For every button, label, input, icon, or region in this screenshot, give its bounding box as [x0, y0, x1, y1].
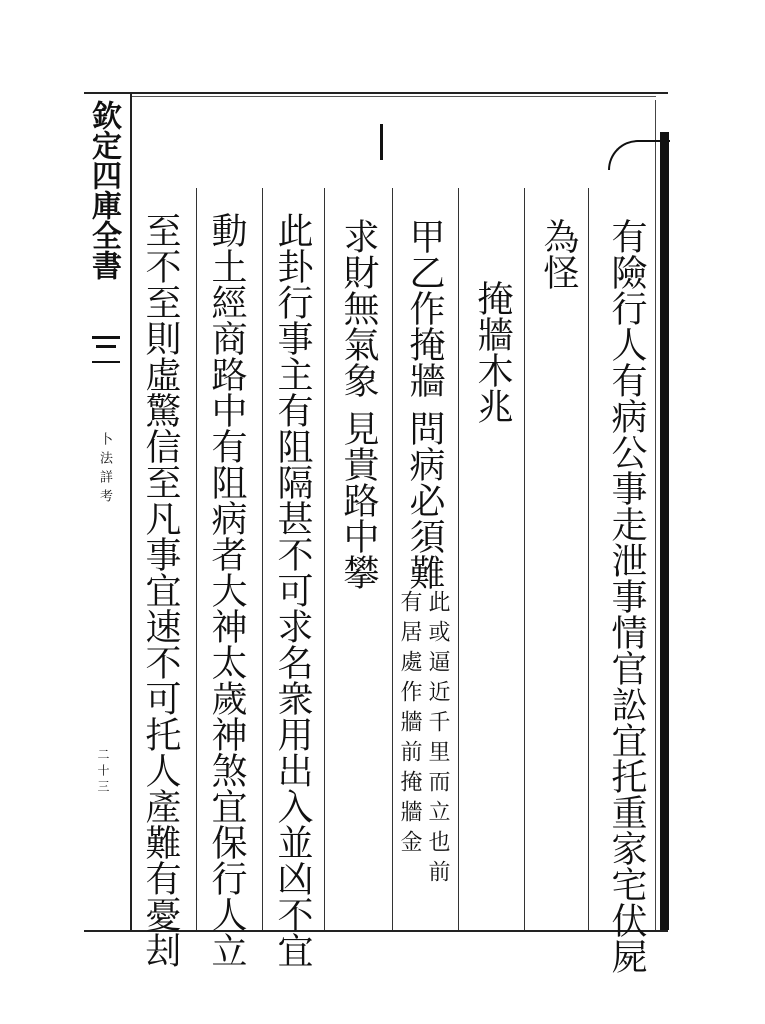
column-divider — [196, 188, 197, 930]
fish-tail-ornament — [92, 336, 120, 363]
annotation-left: 有居處作牆前掩牆金 — [397, 590, 422, 860]
column-divider — [324, 188, 325, 930]
text-column-7: 此卦行事主有阻隔甚不可求名衆用出入並凶不宜 — [272, 212, 313, 968]
column-divider — [262, 188, 263, 930]
fish-tail-mark — [380, 124, 383, 160]
text-column-6b: 見貴路中攀 — [338, 410, 379, 590]
column-divider — [392, 188, 393, 930]
chapter-title: 卜法詳考 — [97, 432, 112, 508]
text-column-2: 為怪 — [538, 218, 579, 290]
frame-inner-top-rule — [130, 96, 656, 97]
column-divider — [524, 188, 525, 930]
text-column-4a: 甲乙作掩牆 — [404, 218, 445, 398]
frame-top-rule — [84, 92, 668, 94]
frame-right-thick-rule — [660, 132, 669, 930]
column-divider — [588, 188, 589, 930]
text-column-9: 至不至則虛驚信至凡事宜速不可托人產難有憂刦 — [140, 212, 181, 968]
text-column-4b: 問病必須難 — [404, 410, 445, 590]
annotation-right: 此或逼近千里而立也前 — [425, 590, 450, 890]
frame-left-rule — [130, 92, 132, 930]
corner-curve-ornament — [608, 140, 670, 170]
book-title: 欽定四庫全書 — [86, 100, 121, 280]
column-divider — [458, 188, 459, 930]
text-column-8: 動土經商路中有阻病者大神太歲神煞宜保行人立 — [206, 212, 247, 968]
section-heading: 掩牆木兆 — [472, 280, 513, 424]
text-column-1: 有險行人有病公事走泄事情官訟宜托重家宅伏屍 — [606, 218, 647, 974]
frame-right-thin-rule — [655, 100, 656, 930]
page-number: 二十三 — [96, 748, 110, 796]
text-column-6a: 求財無氣象 — [338, 218, 379, 398]
